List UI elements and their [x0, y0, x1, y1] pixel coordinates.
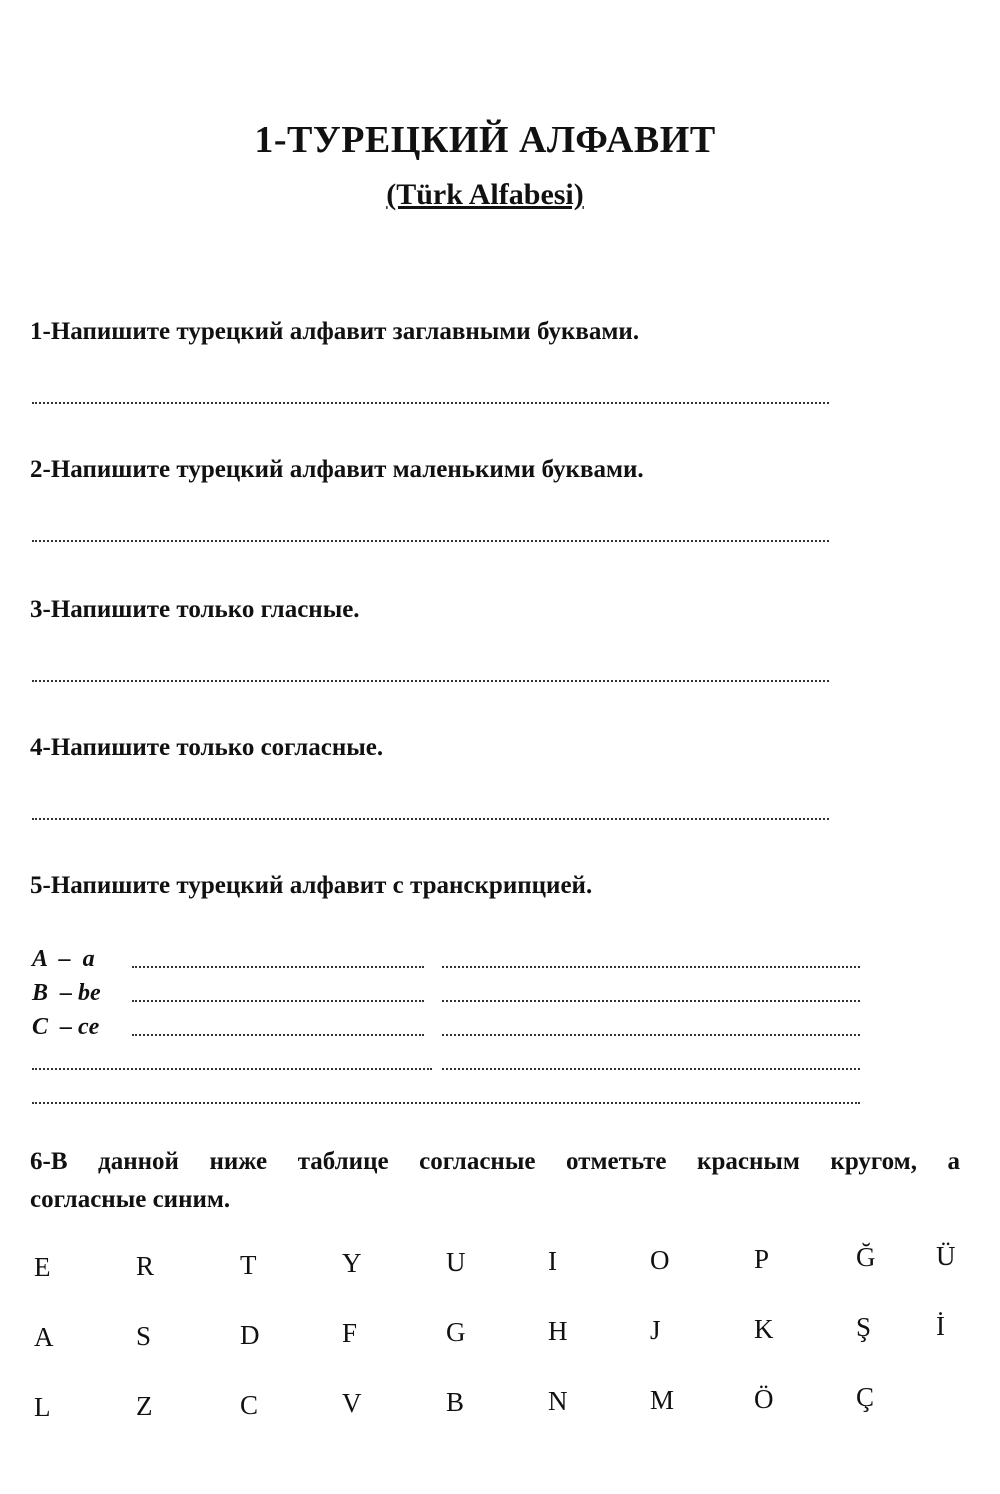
transcription-answer-line[interactable]: [32, 1102, 860, 1104]
task-2: 2-Напишите турецкий алфавит маленькими буквами.: [30, 456, 644, 483]
grid-letter[interactable]: Ğ: [856, 1242, 876, 1273]
grid-letter[interactable]: C: [240, 1389, 259, 1420]
task-4: 4-Напишите только согласные.: [30, 734, 384, 761]
answer-line-1[interactable]: [32, 402, 829, 404]
transcription-answer-line[interactable]: [442, 966, 860, 968]
transcription-answer-line[interactable]: [442, 1000, 860, 1002]
task-6-line: [30, 1148, 960, 1182]
transcription-row: [32, 1048, 862, 1074]
grid-letter[interactable]: F: [342, 1318, 358, 1349]
grid-letter[interactable]: I: [548, 1246, 557, 1276]
grid-letter[interactable]: H: [548, 1316, 568, 1346]
grid-letter[interactable]: Ş: [856, 1312, 872, 1343]
answer-line-3[interactable]: [32, 680, 829, 682]
transcription-row: [32, 946, 862, 972]
grid-letter[interactable]: B: [446, 1387, 465, 1418]
transcription-label: B – be: [32, 980, 101, 1006]
grid-letter[interactable]: Ç: [856, 1382, 875, 1413]
task-6-continuation: согласные синим.: [30, 1186, 231, 1213]
grid-letter[interactable]: J: [650, 1314, 661, 1345]
transcription-answer-line[interactable]: [132, 1034, 424, 1036]
transcription-row: [32, 980, 862, 1006]
grid-letter[interactable]: Z: [136, 1390, 153, 1421]
grid-letter[interactable]: M: [650, 1384, 675, 1415]
grid-letter[interactable]: E: [34, 1252, 51, 1282]
grid-letter[interactable]: T: [240, 1249, 257, 1280]
grid-letter[interactable]: Ö: [754, 1383, 774, 1414]
transcription-answer-line[interactable]: [132, 1000, 424, 1002]
task-6-text: 6-В данной ниже таблице согласные отметьте красным кругом, а: [30, 1148, 960, 1175]
transcription-answer-line[interactable]: [32, 1068, 432, 1070]
task-3: 3-Напишите только гласные.: [30, 596, 360, 623]
transcription-answer-line[interactable]: [442, 1034, 860, 1036]
grid-letter[interactable]: V: [342, 1388, 362, 1419]
grid-letter[interactable]: Ü: [936, 1241, 956, 1272]
grid-letter[interactable]: K: [754, 1313, 774, 1344]
grid-letter[interactable]: G: [446, 1317, 466, 1348]
answer-line-2[interactable]: [32, 540, 829, 542]
grid-letter[interactable]: A: [34, 1322, 54, 1352]
grid-letter[interactable]: P: [754, 1243, 770, 1274]
grid-letter[interactable]: R: [136, 1250, 155, 1281]
grid-letter[interactable]: D: [240, 1319, 260, 1350]
grid-letter[interactable]: S: [136, 1320, 152, 1351]
grid-letter[interactable]: Y: [342, 1248, 362, 1279]
task-1: 1-Напишите турецкий алфавит заглавными буквами.: [30, 318, 640, 345]
transcription-label: A – a: [32, 946, 95, 972]
grid-letter[interactable]: N: [548, 1386, 568, 1416]
transcription-answer-line[interactable]: [132, 966, 424, 968]
page-subtitle: (Türk Alfabesi): [386, 178, 584, 211]
page-title: 1-ТУРЕЦКИЙ АЛФАВИТ: [254, 119, 716, 161]
transcription-label: C – ce: [32, 1014, 100, 1040]
grid-letter[interactable]: O: [650, 1244, 670, 1275]
grid-letter[interactable]: L: [34, 1392, 51, 1422]
transcription-row: [32, 1014, 862, 1040]
transcription-row: [32, 1082, 862, 1108]
transcription-answer-line[interactable]: [442, 1068, 860, 1070]
grid-letter[interactable]: İ: [936, 1311, 945, 1342]
task-5: 5-Напишите турецкий алфавит с транскрипцией.: [30, 872, 593, 899]
answer-line-4[interactable]: [32, 818, 829, 820]
grid-letter[interactable]: U: [446, 1247, 466, 1278]
